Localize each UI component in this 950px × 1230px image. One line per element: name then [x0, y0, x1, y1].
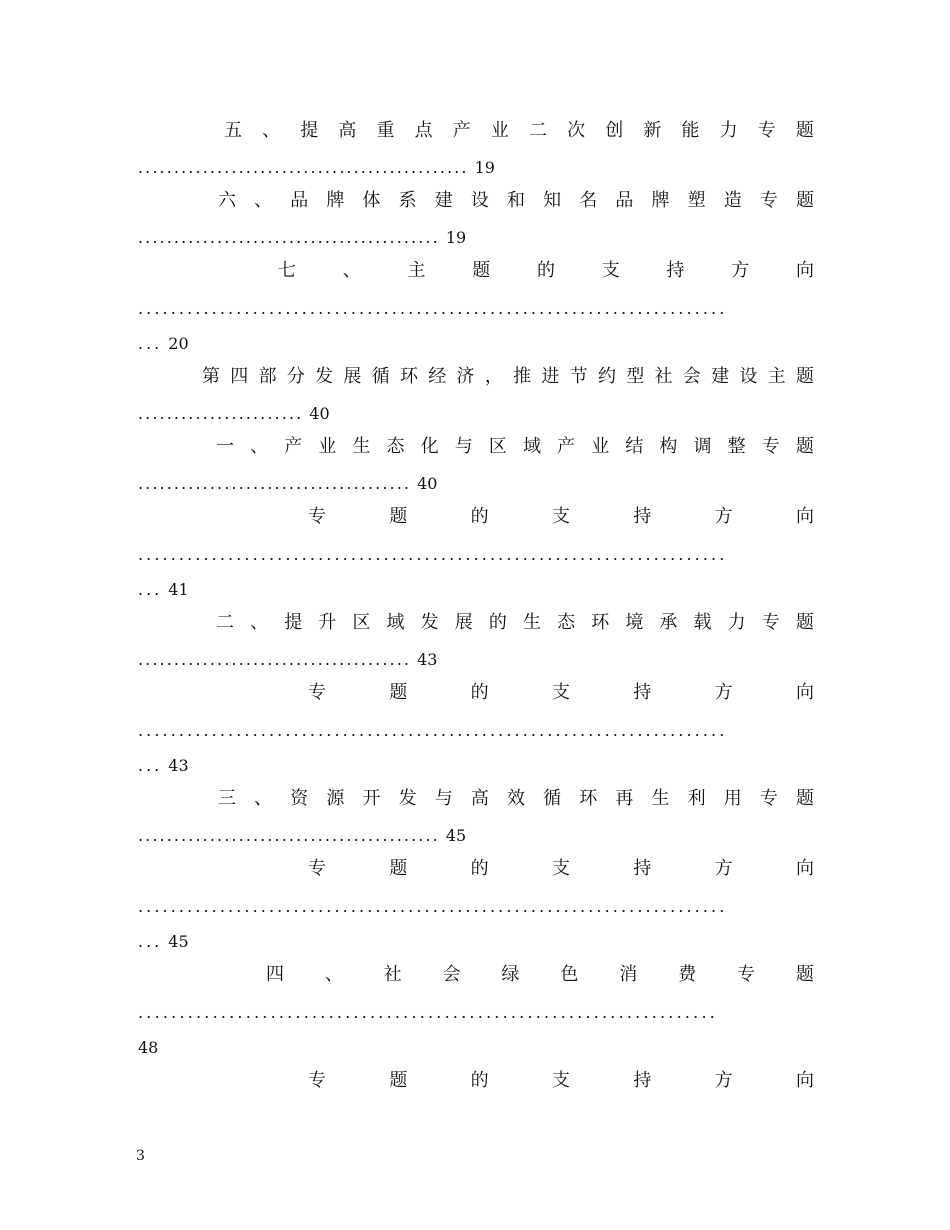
- title-char: 点: [414, 120, 433, 141]
- title-char: 推: [513, 366, 532, 387]
- title-char: 题: [795, 612, 814, 633]
- title-char: 业: [318, 436, 337, 457]
- title-char: 四: [230, 366, 249, 387]
- title-char: 造: [723, 190, 742, 211]
- title-char: 专: [761, 436, 780, 457]
- title-char: 题: [795, 366, 814, 387]
- title-char: 向: [796, 260, 814, 281]
- toc-entry-title-text: [216, 432, 814, 462]
- title-char: 向: [795, 858, 814, 879]
- title-char: 方: [714, 682, 733, 703]
- title-char: 区: [488, 436, 507, 457]
- title-char: 生: [651, 788, 670, 809]
- title-char: 题: [795, 964, 814, 985]
- toc-entry-leader: [138, 824, 466, 848]
- title-char: 社: [654, 366, 673, 387]
- title-char: 型: [626, 366, 645, 387]
- title-char: 专: [759, 788, 778, 809]
- title-char: 整: [727, 436, 746, 457]
- title-char: 方: [714, 1070, 733, 1091]
- toc-entry-leader: [138, 226, 466, 250]
- title-char: 展: [454, 612, 473, 633]
- toc-entry-title: [0, 1066, 950, 1096]
- title-char: 方: [714, 858, 733, 879]
- dot-leader: ......................................................................: [138, 1003, 719, 1022]
- title-char: 会: [442, 964, 461, 985]
- title-char: 载: [693, 612, 712, 633]
- toc-entry-title: [0, 502, 950, 532]
- toc-entry-title: [0, 256, 950, 286]
- toc-entry-title: [0, 678, 950, 708]
- title-char: 的: [537, 260, 555, 281]
- dot-leader: ..........................................: [138, 826, 440, 845]
- title-char: 专: [308, 858, 326, 879]
- toc-entry-leader: [138, 719, 727, 743]
- toc-page-number: 48: [138, 1038, 159, 1057]
- dot-leader-tail: ...: [138, 932, 163, 951]
- title-char: 方: [714, 506, 733, 527]
- title-char: 源: [326, 788, 345, 809]
- title-char: 态: [557, 612, 576, 633]
- title-char: 与: [454, 436, 473, 457]
- toc-entry-continuation: [138, 754, 189, 778]
- toc-entry-title-text: [278, 256, 814, 286]
- toc-entry-title: [0, 362, 950, 392]
- toc-entry-continuation: [138, 930, 189, 954]
- toc-entry-title: [0, 432, 950, 462]
- title-char: 、: [250, 436, 269, 457]
- title-char: 生: [352, 436, 371, 457]
- title-char: 循: [371, 366, 390, 387]
- title-char: 题: [389, 506, 408, 527]
- title-char: 持: [666, 260, 685, 281]
- title-char: 承: [659, 612, 678, 633]
- title-char: 题: [389, 1070, 408, 1091]
- toc-entry-title: [0, 116, 950, 146]
- title-char: 态: [386, 436, 405, 457]
- title-char: 提: [284, 612, 303, 633]
- title-char: 的: [488, 612, 507, 633]
- title-char: 次: [567, 120, 586, 141]
- title-char: 持: [633, 682, 652, 703]
- title-char: 题: [472, 260, 491, 281]
- title-char: 效: [507, 788, 525, 809]
- title-char: 域: [522, 436, 541, 457]
- toc-entry-title-text: [266, 960, 814, 990]
- toc-entry-leader: [138, 297, 727, 321]
- title-char: 七: [278, 260, 296, 281]
- toc-entry-leader: [138, 472, 437, 496]
- title-char: 塑: [687, 190, 706, 211]
- dot-leader: ........................................................................: [138, 545, 728, 564]
- title-char: 品: [615, 190, 634, 211]
- toc-page-number: 40: [309, 404, 330, 423]
- dot-leader: ......................................: [138, 650, 412, 669]
- title-char: 区: [352, 612, 371, 633]
- title-char: 和: [507, 190, 525, 211]
- title-char: 六: [218, 190, 236, 211]
- toc-entry-leader: [138, 648, 437, 672]
- title-char: 与: [434, 788, 453, 809]
- toc-page-number: 19: [474, 158, 495, 177]
- toc-entry-continuation: [138, 1036, 158, 1060]
- title-char: 持: [633, 858, 652, 879]
- title-char: 支: [551, 1070, 570, 1091]
- dot-leader: ........................................................................: [138, 299, 728, 318]
- title-char: 的: [470, 682, 489, 703]
- title-char: 设: [739, 366, 758, 387]
- title-char: 建: [434, 190, 453, 211]
- title-char: 力: [719, 120, 738, 141]
- dot-leader-tail: ...: [138, 756, 163, 775]
- title-char: 系: [398, 190, 417, 211]
- title-char: 一: [216, 436, 234, 457]
- title-char: 的: [470, 506, 489, 527]
- title-char: 会: [682, 366, 701, 387]
- title-char: 题: [795, 120, 814, 141]
- toc-page-number: 41: [168, 580, 189, 599]
- title-char: 主: [767, 366, 786, 387]
- title-char: 境: [625, 612, 644, 633]
- dot-leader: .......................: [138, 404, 304, 423]
- toc-entry-title-text: [308, 1066, 814, 1096]
- toc-entry-leader: [138, 1001, 718, 1025]
- title-char: 设: [470, 190, 489, 211]
- title-char: 持: [633, 506, 652, 527]
- title-char: 、: [254, 190, 273, 211]
- title-char: ，: [484, 366, 503, 387]
- title-char: 支: [551, 682, 570, 703]
- title-char: 发: [420, 612, 439, 633]
- dot-leader: ..............................................: [138, 158, 469, 177]
- toc-entry-continuation: [138, 578, 189, 602]
- title-char: 向: [795, 1070, 814, 1091]
- toc-entry-leader: [138, 543, 727, 567]
- title-char: 调: [693, 436, 712, 457]
- title-char: 牌: [326, 190, 345, 211]
- toc-entry-title-text: [224, 116, 814, 146]
- toc-entry-title-text: [218, 784, 814, 814]
- toc-page-number: 45: [168, 932, 189, 951]
- title-char: 向: [795, 682, 814, 703]
- title-char: 产: [557, 436, 576, 457]
- title-char: 三: [218, 788, 236, 809]
- title-char: 持: [633, 1070, 652, 1091]
- title-char: 题: [389, 858, 408, 879]
- title-char: 提: [300, 120, 319, 141]
- title-char: 环: [399, 366, 418, 387]
- title-char: 力: [727, 612, 746, 633]
- title-char: 约: [597, 366, 616, 387]
- title-char: 的: [470, 1070, 489, 1091]
- title-char: 、: [262, 120, 281, 141]
- title-char: 专: [737, 964, 755, 985]
- title-char: 向: [795, 506, 814, 527]
- title-char: 二: [216, 612, 234, 633]
- title-char: 牌: [651, 190, 670, 211]
- title-char: 体: [362, 190, 381, 211]
- title-char: 化: [420, 436, 439, 457]
- title-char: 产: [284, 436, 303, 457]
- toc-entry-leader: [138, 895, 727, 919]
- title-char: 五: [224, 120, 242, 141]
- title-char: 专: [308, 682, 326, 703]
- title-char: 方: [731, 260, 750, 281]
- title-char: 业: [490, 120, 509, 141]
- title-char: 消: [619, 964, 638, 985]
- title-char: 专: [757, 120, 776, 141]
- title-char: 高: [338, 120, 357, 141]
- title-char: 社: [383, 964, 402, 985]
- footer-page-number: 3: [136, 1148, 145, 1164]
- title-char: 济: [456, 366, 475, 387]
- title-char: 专: [308, 1070, 326, 1091]
- toc-page-number: 45: [445, 826, 467, 845]
- toc-entry-continuation: [138, 332, 189, 356]
- title-char: 用: [723, 788, 742, 809]
- toc-page-number: 43: [417, 650, 438, 669]
- toc-entry-title: [0, 186, 950, 216]
- toc-entry-title-text: [216, 608, 814, 638]
- title-char: 题: [389, 682, 408, 703]
- toc-page-number: 20: [168, 334, 189, 353]
- title-char: 名: [579, 190, 598, 211]
- toc-page-number: 19: [445, 228, 467, 247]
- toc-entry-title-text: [308, 502, 814, 532]
- toc-page-number: 43: [168, 756, 189, 775]
- title-char: 四: [266, 964, 284, 985]
- title-char: 新: [643, 120, 662, 141]
- title-char: 题: [795, 436, 814, 457]
- title-char: 、: [250, 612, 269, 633]
- dot-leader: ......................................: [138, 474, 412, 493]
- toc-entry-leader: [138, 156, 495, 180]
- title-char: 升: [318, 612, 337, 633]
- title-char: 结: [625, 436, 644, 457]
- toc-entry-title-text: [202, 362, 814, 392]
- title-char: 重: [376, 120, 395, 141]
- title-char: 支: [551, 858, 570, 879]
- title-char: 展: [343, 366, 362, 387]
- toc-entry-title: [0, 784, 950, 814]
- title-char: 品: [290, 190, 309, 211]
- toc-page-number: 40: [417, 474, 438, 493]
- title-char: 、: [324, 964, 343, 985]
- title-char: 专: [759, 190, 778, 211]
- title-char: 循: [543, 788, 562, 809]
- title-char: 能: [681, 120, 700, 141]
- title-char: 构: [659, 436, 678, 457]
- title-char: 二: [529, 120, 547, 141]
- title-char: 主: [407, 260, 426, 281]
- title-char: 发: [398, 788, 417, 809]
- title-char: 分: [286, 366, 305, 387]
- title-char: 资: [290, 788, 309, 809]
- toc-entry-title: [0, 608, 950, 638]
- title-char: 色: [560, 964, 579, 985]
- toc-entry-title-text: [218, 186, 814, 216]
- title-char: 建: [711, 366, 730, 387]
- title-char: 的: [470, 858, 489, 879]
- title-char: 经: [428, 366, 447, 387]
- toc-entry-title: [0, 854, 950, 884]
- title-char: 费: [678, 964, 697, 985]
- dot-leader-tail: ...: [138, 580, 163, 599]
- title-char: 节: [569, 366, 588, 387]
- title-char: 创: [605, 120, 624, 141]
- title-char: 支: [601, 260, 620, 281]
- toc-entry-title-text: [308, 678, 814, 708]
- dot-leader: ........................................................................: [138, 897, 728, 916]
- title-char: 业: [591, 436, 610, 457]
- title-char: 环: [579, 788, 598, 809]
- title-char: 产: [452, 120, 471, 141]
- toc-entry-title-text: [308, 854, 814, 884]
- title-char: 支: [551, 506, 570, 527]
- title-char: 生: [522, 612, 541, 633]
- title-char: 开: [362, 788, 381, 809]
- title-char: 进: [541, 366, 560, 387]
- title-char: 发: [315, 366, 334, 387]
- title-char: 知: [543, 190, 562, 211]
- title-char: 题: [796, 190, 814, 211]
- title-char: 、: [254, 788, 273, 809]
- title-char: 高: [470, 788, 489, 809]
- title-char: 题: [796, 788, 814, 809]
- title-char: 、: [342, 260, 361, 281]
- title-char: 域: [386, 612, 405, 633]
- toc-entry-title: [0, 960, 950, 990]
- title-char: 专: [761, 612, 780, 633]
- title-char: 部: [258, 366, 277, 387]
- title-char: 第: [202, 366, 220, 387]
- dot-leader-tail: ...: [138, 334, 163, 353]
- title-char: 专: [308, 506, 326, 527]
- title-char: 绿: [501, 964, 520, 985]
- title-char: 利: [687, 788, 706, 809]
- dot-leader: ........................................................................: [138, 721, 728, 740]
- title-char: 再: [615, 788, 634, 809]
- title-char: 环: [591, 612, 610, 633]
- toc-entry-leader: [138, 402, 330, 426]
- dot-leader: ..........................................: [138, 228, 440, 247]
